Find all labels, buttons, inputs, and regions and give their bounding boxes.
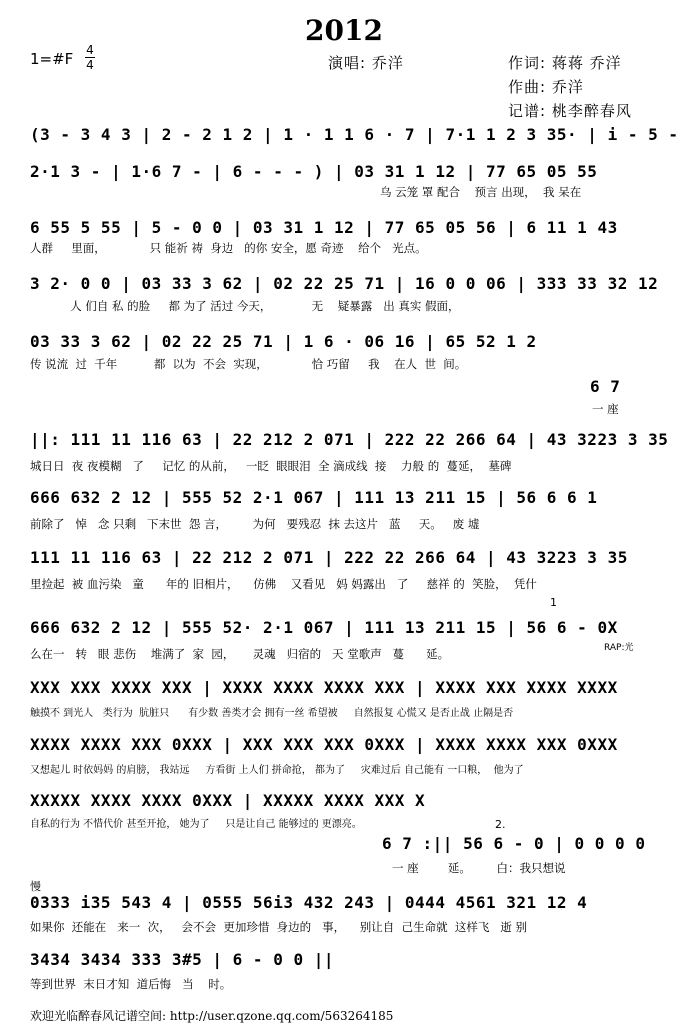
tempo-mark-slow: 慢 <box>30 880 41 893</box>
lyric: 等到世界 末日才知 道后悔 当 时。 <box>30 977 232 991</box>
notation: 3434 3434 333 3#5 | 6 - 0 0 || <box>30 950 334 969</box>
notation: 3 2· 0 0 | 03 33 3 62 | 02 22 25 71 | 16 0 0 06 | 333 33 32 12 <box>30 274 659 293</box>
footer-credit: 欢迎光临醉春风记谱空间: http://user.qzone.qq.com/563264185 <box>30 1009 394 1023</box>
score-line-5b <box>30 377 670 417</box>
lyric: 一 座 延。 白：我只想说 <box>392 861 566 875</box>
song-title: 2012 <box>305 14 383 47</box>
transcriber-credit: 记谱: 桃李醉春风 <box>508 102 632 120</box>
notation: XXXX XXXX XXX 0XXX | XXX XXX XXX 0XXX | XXXX XXXX XXX 0XXX <box>30 735 618 754</box>
score-line-15 <box>30 950 670 995</box>
score-line-4 <box>30 274 670 324</box>
score-line-5 <box>30 332 670 382</box>
volta-2-mark: 2. <box>495 818 506 831</box>
score-line-7 <box>30 488 670 538</box>
score-line-11 <box>30 735 670 785</box>
lyric: 么在一 转 眼 悲伤 堆满了 家 园， 灵魂 归宿的 天 堂歌声 蔓 延。 <box>30 647 450 661</box>
notation: 6 7 :|| 56 6 - 0 | 0 0 0 0 <box>382 834 646 853</box>
notation: 111 11 116 63 | 22 212 2 071 | 222 22 266 64 | 43 3223 3 35 <box>30 548 628 567</box>
notation: (3 - 3 4 3 | 2 - 2 1 2 | 1 · 1 1 6 · 7 | 7·1 1 2 3 35· | i - 5 - <box>30 125 679 144</box>
key-signature: 1=#F <box>30 50 74 68</box>
score-line-2 <box>30 162 670 212</box>
notation: ||: 111 11 116 63 | 22 212 2 071 | 222 22 266 64 | 43 3223 3 35 <box>30 430 669 449</box>
lyric: 自私的行为 不惜代价 甚至开抢， 她为了 只是让自己 能够过的 更漂亮。 <box>30 819 362 830</box>
lyricist-credit: 作词: 蒋蒋 乔洋 <box>508 54 622 72</box>
lyric: 里捡起 被 血污染 童 年的 旧相片， 仿佛 又看见 妈 妈露出 了 慈祥 的 笑脸， 凭什 <box>30 577 537 591</box>
lyric: 又想起儿 时依妈妈 的肩膀， 我站远 方看街 上人们 拼命抢， 都为了 灾难过后 自己能有 一口粮， 他为了 <box>30 765 524 776</box>
notation: 666 632 2 12 | 555 52 2·1 067 | 111 13 211 15 | 56 6 6 1 <box>30 488 598 507</box>
notation: 6 7 <box>590 377 621 396</box>
lyric: 城日日 夜 夜模糊 了 记忆 的从前， 一眨 眼眼泪 全 滴成线 接 力般 的 蔓延， 墓碑 <box>30 459 512 473</box>
lyric: 前除了 悼 念 只剩 下末世 怨 言， 为何 要残忍 抹 去这片 蓝 天。 废 墟 <box>30 517 480 531</box>
notation: 0333 i35 543 4 | 0555 56i3 432 243 | 0444 4561 321 12 4 <box>30 893 588 912</box>
composer-credit: 作曲: 乔洋 <box>508 78 584 96</box>
score-line-10 <box>30 678 670 728</box>
score-line-13 <box>30 834 670 879</box>
score-line-14 <box>30 893 670 943</box>
lyric: 触摸不 到光人 类行为 肮脏只 有少数 善类才会 拥有一丝 希望被 自然报复 心慌又 是否止战 止隔是否 <box>30 708 514 719</box>
lyric: 如果你 还能在 来一 次， 会不会 更加珍惜 身边的 事， 别让自 己生命就 这样飞 逝 别 <box>30 920 528 934</box>
lyric: 传 说流 过 千年 都 以为 不会 实现， 恰 巧留 我 在人 世 间。 <box>30 357 467 371</box>
notation: XXXXX XXXX XXXX 0XXX | XXXXX XXXX XXX X <box>30 791 426 810</box>
volta-1-mark: 1 <box>550 596 557 609</box>
lyric: 一 座 <box>592 402 619 416</box>
score-line-8 <box>30 548 670 598</box>
rap-marker: RAP:光 <box>604 643 634 653</box>
notation: 666 632 2 12 | 555 52· 2·1 067 | 111 13 211 15 | 56 6 - 0X <box>30 618 618 637</box>
score-line-9 <box>30 618 670 668</box>
score-line-1 <box>30 125 679 165</box>
time-signature <box>83 44 97 71</box>
lyric: 乌 云笼 罩 配合 预言 出现， 我 呆在 <box>380 185 582 199</box>
notation: 6 55 5 55 | 5 - 0 0 | 03 31 1 12 | 77 65 05 56 | 6 11 1 43 <box>30 218 618 237</box>
score-line-3 <box>30 218 670 268</box>
lyric: 人群 里面， 只 能祈 祷 身边 的你 安全，愿 奇迹 给个 光点。 <box>30 241 427 255</box>
score-line-6 <box>30 430 670 480</box>
time-numerator: 4 <box>86 43 94 57</box>
notation: 2·1 3 - | 1·6 7 - | 6 - - - ) | 03 31 1 12 | 77 65 05 55 <box>30 162 598 181</box>
notation: XXX XXX XXXX XXX | XXXX XXXX XXXX XXX | XXXX XXX XXXX XXXX <box>30 678 618 697</box>
score-line-12 <box>30 791 670 831</box>
singer-credit: 演唱: 乔洋 <box>328 54 404 72</box>
time-denominator: 4 <box>86 58 94 72</box>
lyric: 人 们自 私 的脸 都 为了 活过 今天， 无 疑暴露 出 真实 假面， <box>30 299 460 313</box>
notation: 03 33 3 62 | 02 22 25 71 | 1 6 · 06 16 | 65 52 1 2 <box>30 332 537 351</box>
